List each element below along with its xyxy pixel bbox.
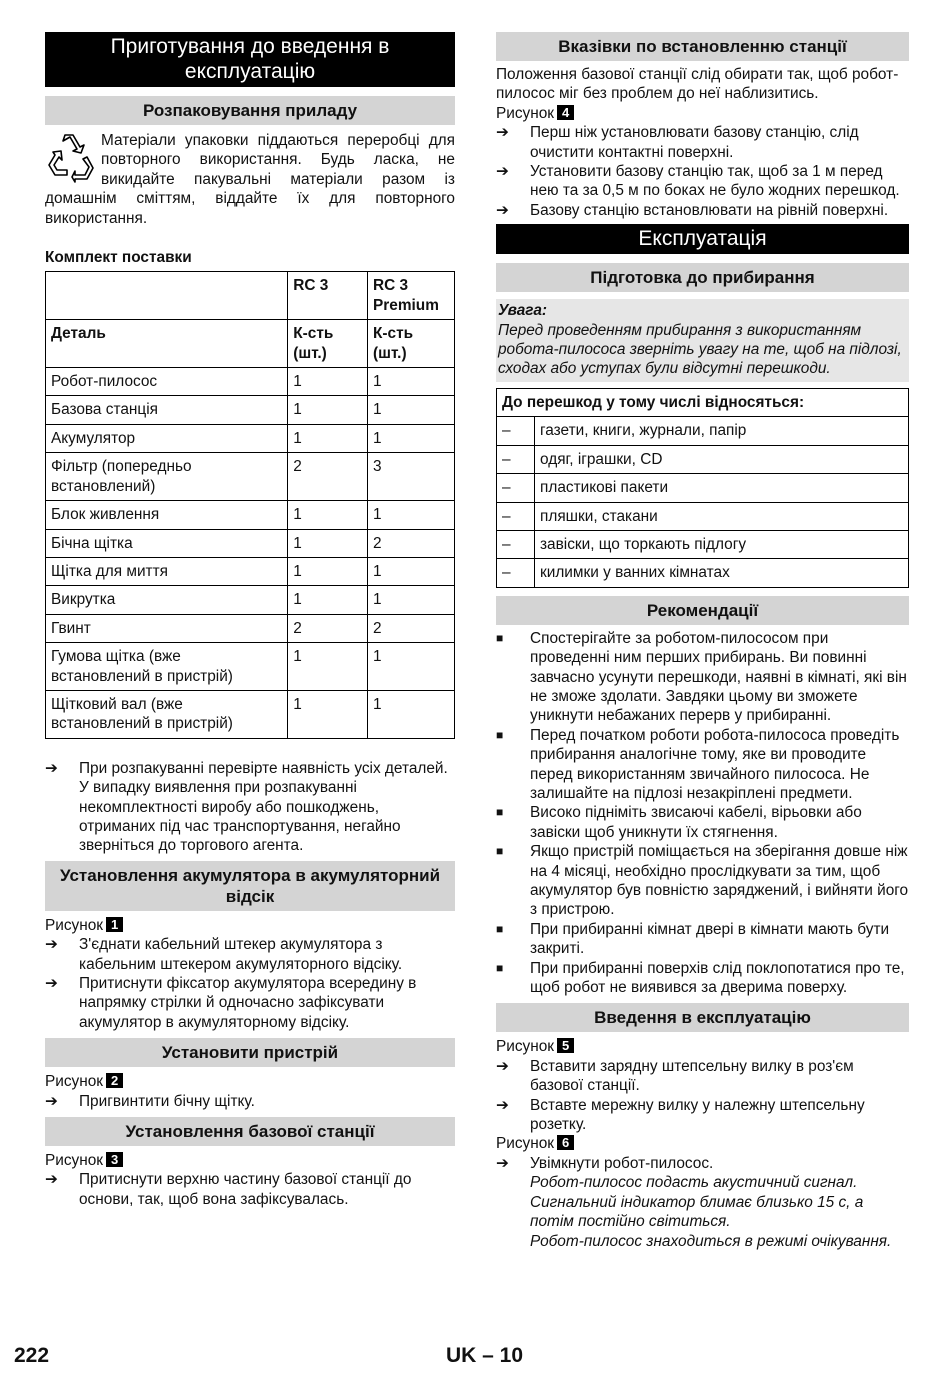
step-text: Вставити зарядну штепсельну вилку в роз'єм базової станції. (530, 1057, 854, 1095)
table-cell: 1 (368, 501, 455, 529)
table-cell: 1 (368, 396, 455, 424)
rec-item (496, 920, 909, 959)
table-header-row (46, 272, 455, 320)
arrow-icon: ➔ (45, 759, 58, 777)
table-cell: 1 (368, 424, 455, 452)
table-cell: одяг, іграшки, CD (535, 445, 909, 473)
figure-number: 3 (106, 1152, 123, 1167)
table-cell: Блок живлення (46, 501, 288, 529)
table-header-row (46, 320, 455, 368)
battery-heading: Установлення акумулятора в акумуляторний відсік (45, 861, 455, 911)
table-cell: 1 (288, 529, 368, 557)
figure-number: 5 (557, 1038, 574, 1053)
install-step (45, 1092, 455, 1111)
table-row (46, 614, 455, 642)
table-cell: пластикові пакети (535, 474, 909, 502)
table-row (497, 502, 909, 530)
table-row (497, 559, 909, 587)
dash-cell: – (497, 502, 535, 530)
arrow-icon: ➔ (45, 975, 58, 992)
table-header-cell: К-сть (шт.) (368, 320, 455, 368)
rec-item (496, 629, 909, 726)
arrow-icon: ➔ (45, 936, 58, 954)
table-cell: 1 (288, 501, 368, 529)
battery-step (45, 974, 455, 1032)
figure-label: Рисунок (45, 916, 104, 934)
step-text: У випадку виявлення при розпакуванні некомплектності виробу або пошкоджень, отриманих під час транспортування, негайно зверніться до торгового агента. (79, 779, 401, 855)
table-cell: Базова станція (46, 396, 288, 424)
table-header-row (497, 388, 909, 416)
table-header-cell: До перешкод у тому числі відносяться: (497, 388, 909, 416)
figure-ref (45, 1072, 455, 1091)
table-cell: Гумова щітка (вже встановлений в пристрій) (46, 643, 288, 691)
table-cell: 1 (288, 557, 368, 585)
arrow-icon: ➔ (496, 1154, 509, 1172)
attention-note (496, 299, 909, 382)
start-step (496, 1154, 909, 1251)
prep-heading: Підготовка до прибирання (496, 263, 909, 292)
recycle-icon (45, 133, 95, 183)
figure-number: 1 (106, 917, 123, 932)
table-cell: Фільтр (попередньо встановлений) (46, 453, 288, 501)
unpack-text: Матеріали упаковки піддаються переробці для повторного використання. Будь ласка, не викидайте пакувальні матеріали разом із домашнім сміттям, віддайте їх для повторного використання. (45, 132, 455, 227)
unpack-paragraph (45, 131, 455, 228)
step-text: При розпакуванні перевірте наявність усіх деталей. (79, 759, 448, 777)
step-text: Базову станцію встановлювати на рівній поверхні. (530, 201, 889, 219)
kit-table (45, 271, 455, 738)
step-text: Перш ніж установлювати базову станцію, слід очистити контактні поверхні. (530, 124, 859, 161)
note-title: Увага: (498, 302, 548, 320)
dash-cell: – (497, 417, 535, 445)
table-row (497, 445, 909, 473)
square-bullet-icon: ■ (496, 727, 504, 742)
table-cell: 2 (288, 453, 368, 501)
rec-heading: Рекомендації (496, 596, 909, 625)
table-row (46, 643, 455, 691)
step-text: Пригвинтити бічну щітку. (79, 1092, 255, 1110)
table-cell: газети, книги, журнали, папір (535, 417, 909, 445)
table-cell: 1 (288, 368, 368, 396)
arrow-icon: ➔ (45, 1171, 58, 1189)
table-cell: пляшки, стакани (535, 502, 909, 530)
base-heading: Установлення базової станції (45, 1117, 455, 1146)
table-row (46, 453, 455, 501)
table-cell: 1 (288, 586, 368, 614)
unpack-step (45, 759, 455, 856)
dash-cell: – (497, 530, 535, 558)
table-cell: Щітка для миття (46, 557, 288, 585)
start-heading: Введення в експлуатацію (496, 1003, 909, 1032)
step-text: Притиснути фіксатор акумулятора всередину в напрямку стрілки й одночасно зафіксувати акумулятор в акумуляторному відсіку. (79, 975, 417, 1031)
arrow-icon: ➔ (496, 1057, 509, 1075)
rec-text: При прибиранні кімнат двері в кімнати мають бути закриті. (530, 920, 890, 958)
table-cell: 1 (368, 690, 455, 738)
table-row (497, 530, 909, 558)
table-row (46, 396, 455, 424)
rec-text: Спостерігайте за роботом-пилососом при проведенні ним перших прибирань. Ви повинні завчасно усунути перешкоди, наявні в кімнаті, які він не зможе здолати. Завдяки цьому ви зможете уникнути небажаних перерв у прибиранні. (530, 629, 907, 725)
step-text: З'єднати кабельний штекер акумулятора з кабельним штекером акумуляторного відсіку. (79, 936, 403, 973)
table-cell: 1 (368, 368, 455, 396)
rec-text: Високо підніміть звисаючі кабелі, вірьовки або завіски щоб уникнути їх стягнення. (530, 804, 862, 841)
base-step (45, 1170, 455, 1209)
figure-ref (45, 916, 455, 935)
table-row (46, 557, 455, 585)
table-cell: килимки у ванних кімнатах (535, 559, 909, 587)
table-header-cell: RC 3 Premium (368, 272, 455, 320)
figure-number: 4 (557, 105, 574, 120)
table-cell: 2 (368, 614, 455, 642)
table-cell: Акумулятор (46, 424, 288, 452)
table-row (497, 417, 909, 445)
table-cell: 1 (368, 643, 455, 691)
hints-text: Положення базової станції слід обирати так, щоб робот-пилосос міг без проблем до неї наблизитись. (496, 66, 899, 103)
table-header-cell: К-сть (шт.) (288, 320, 368, 368)
table-row (46, 501, 455, 529)
table-cell: Гвинт (46, 614, 288, 642)
figure-number: 2 (106, 1073, 123, 1088)
dash-cell: – (497, 445, 535, 473)
figure-label: Рисунок (45, 1152, 104, 1170)
square-bullet-icon: ■ (496, 805, 504, 820)
table-cell: 2 (368, 529, 455, 557)
rec-text: При прибиранні поверхів слід поклопотатися про те, щоб робот не виявився за дверима поверху. (530, 959, 905, 997)
figure-ref (45, 1151, 455, 1170)
step-result: Робот-пилосос подасть акустичний сигнал. Сигнальний індикатор блимає близько 15 с, а потім постійно світиться. (530, 1174, 864, 1231)
table-cell: Щітковий вал (вже встановлений в пристрій) (46, 690, 288, 738)
obstacles-table (496, 388, 909, 588)
table-cell: Викрутка (46, 586, 288, 614)
figure-label: Рисунок (496, 1038, 555, 1056)
table-cell: 1 (288, 643, 368, 691)
table-row (497, 474, 909, 502)
square-bullet-icon: ■ (496, 960, 504, 975)
install-heading: Установити пристрій (45, 1038, 455, 1067)
square-bullet-icon: ■ (496, 844, 504, 859)
table-row (46, 368, 455, 396)
table-header-cell: Деталь (46, 320, 288, 368)
table-cell: Робот-пилосос (46, 368, 288, 396)
step-text: Вставте мережну вилку у належну штепсельну розетку. (530, 1096, 865, 1134)
language-page-label: UK – 10 (446, 1344, 524, 1367)
figure-number: 6 (557, 1135, 574, 1150)
battery-step (45, 935, 455, 974)
hints-step (496, 201, 909, 220)
rec-item (496, 842, 909, 920)
table-row (46, 690, 455, 738)
start-step (496, 1096, 909, 1135)
hints-step (496, 123, 909, 162)
step-text: Увімкнути робот-пилосос. (530, 1154, 714, 1172)
table-cell: завіски, що торкають підлогу (535, 530, 909, 558)
figure-ref (496, 1134, 909, 1153)
figure-ref (496, 1037, 909, 1056)
table-cell: 3 (368, 453, 455, 501)
dash-cell: – (497, 474, 535, 502)
operation-heading: Експлуатація (496, 224, 909, 254)
rec-item (496, 803, 909, 842)
arrow-icon: ➔ (496, 163, 509, 181)
page-number: 222 (14, 1344, 50, 1367)
rec-item (496, 959, 909, 998)
table-header-cell: RC 3 (288, 272, 368, 320)
arrow-icon: ➔ (45, 1092, 58, 1110)
table-cell: 1 (288, 424, 368, 452)
hints-heading: Вказівки по встановленню станції (496, 32, 909, 61)
arrow-icon: ➔ (496, 1096, 509, 1114)
start-step (496, 1057, 909, 1096)
arrow-icon: ➔ (496, 124, 509, 142)
figure-label: Рисунок (45, 1073, 104, 1091)
left-column (45, 32, 455, 1209)
rec-item (496, 726, 909, 804)
square-bullet-icon: ■ (496, 630, 504, 645)
unpack-heading: Розпаковування приладу (45, 96, 455, 125)
table-cell: Бічна щітка (46, 529, 288, 557)
table-cell: 1 (288, 396, 368, 424)
figure-ref (496, 104, 909, 123)
table-row (46, 424, 455, 452)
dash-cell: – (497, 559, 535, 587)
rec-text: Якщо пристрій поміщається на зберігання довше ніж на 4 місяці, необхідно прослідкувати за тим, щоб акумулятор був повністю заряджений, і вийняти його з пристрою. (530, 843, 909, 919)
table-cell: 1 (368, 586, 455, 614)
table-cell: 1 (368, 557, 455, 585)
step-text: Установити базову станцію так, щоб за 1 м перед нею та за 0,5 м по боках не було жодних перешкод. (530, 163, 900, 200)
table-row (46, 586, 455, 614)
table-cell: 1 (288, 690, 368, 738)
table-header-cell (46, 272, 288, 320)
table-cell: 2 (288, 614, 368, 642)
step-result: Робот-пилосос знаходиться в режимі очікування. (530, 1232, 892, 1250)
right-column (496, 32, 909, 1251)
hints-step (496, 162, 909, 201)
rec-text: Перед початком роботи робота-пилососа проведіть прибирання аналогічне тому, яке ви проводите перед використанням звичайного пилососа. Не залишайте на підлозі незакріплені предмети. (530, 726, 900, 802)
main-heading: Приготування до введення в експлуатацію (45, 32, 455, 87)
figure-label: Рисунок (496, 1135, 555, 1153)
table-row (46, 529, 455, 557)
step-text: Притиснути верхню частину базової станції до основи, так, щоб вона зафіксувалась. (79, 1171, 412, 1208)
kit-heading: Комплект поставки (45, 249, 192, 267)
figure-label: Рисунок (496, 104, 555, 122)
note-text: Перед проведенням прибирання з використанням робота-пилососа зверніть увагу на те, щоб на підлозі, сходах або уступах були відсутні перешкоди. (498, 321, 902, 378)
square-bullet-icon: ■ (496, 921, 504, 936)
arrow-icon: ➔ (496, 201, 509, 219)
